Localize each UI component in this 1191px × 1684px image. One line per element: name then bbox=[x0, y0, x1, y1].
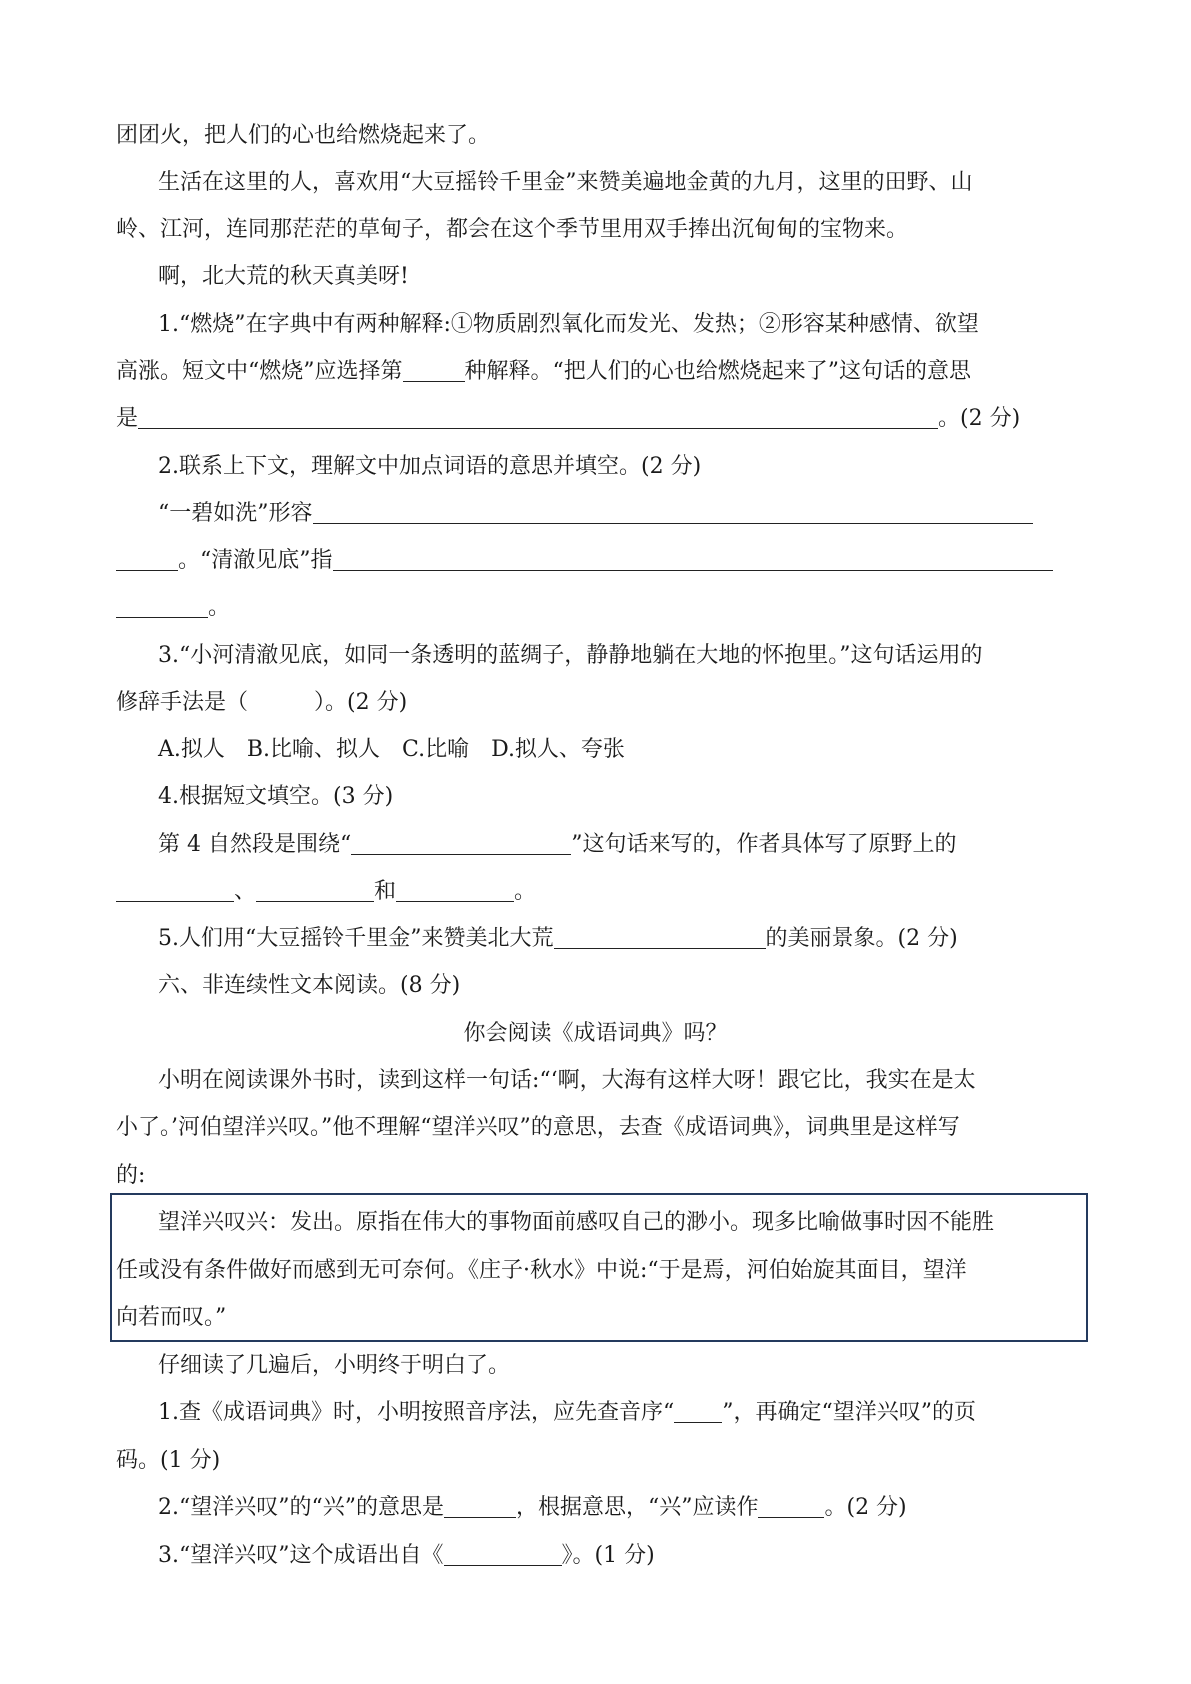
passage-line: 生活在这里的人，喜欢用“大豆摇铃千里金”来赞美遍地金黄的九月，这里的田野、山 bbox=[158, 170, 973, 195]
dictionary-entry-line: 望洋兴叹兴：发出。原指在伟大的事物面前感叹自己的渺小。现多比喻做事时因不能胜 bbox=[158, 1210, 995, 1235]
question-5-text bbox=[158, 924, 958, 954]
question-3-options: A.拟人 B.比喻、拟人 C.比喻 D.拟人、夸张 bbox=[158, 737, 625, 762]
answer-blank[interactable] bbox=[138, 406, 938, 429]
text: 种解释。“把人们的心也给燃烧起来了”这句话的意思 bbox=[464, 359, 971, 384]
answer-blank[interactable] bbox=[674, 1400, 722, 1423]
answer-blank[interactable] bbox=[554, 926, 766, 949]
question-2-text bbox=[116, 546, 1053, 576]
answer-blank[interactable] bbox=[116, 548, 178, 571]
dictionary-entry-line: 向若而叹。” bbox=[116, 1305, 227, 1330]
answer-blank[interactable] bbox=[116, 595, 208, 618]
question-4-text bbox=[116, 877, 536, 907]
passage-line: 团团火，把人们的心也给燃烧起来了。 bbox=[116, 123, 491, 148]
text: ”，再确定“望洋兴叹”的页 bbox=[722, 1400, 976, 1425]
question-1-text bbox=[158, 1398, 976, 1428]
answer-blank[interactable] bbox=[444, 1495, 516, 1518]
article-line: 小了。’河伯望洋兴叹。”他不理解“望洋兴叹”的意思，去查《成语词典》，词典里是这样写 bbox=[116, 1115, 960, 1140]
text: “一碧如洗”形容 bbox=[158, 501, 313, 526]
article-title: 你会阅读《成语词典》吗？ bbox=[463, 1021, 728, 1046]
text: 3.“望洋兴叹”这个成语出自《 bbox=[158, 1543, 444, 1568]
article-line: 的: bbox=[116, 1163, 146, 1188]
answer-blank[interactable] bbox=[313, 501, 1033, 524]
question-2-text: 2.联系上下文，理解文中加点词语的意思并填空。(2 分) bbox=[158, 454, 702, 479]
question-2-text bbox=[158, 1493, 907, 1523]
question-1-text bbox=[116, 404, 1020, 434]
question-2-text bbox=[158, 499, 1033, 529]
article-line: 仔细读了几遍后，小明终于明白了。 bbox=[158, 1353, 511, 1378]
answer-blank[interactable] bbox=[403, 359, 465, 382]
text: 。(2 分) bbox=[824, 1495, 907, 1520]
question-3-text: 修辞手法是（ ）。(2 分) bbox=[116, 690, 408, 715]
text: 5.人们用“大豆摇铃千里金”来赞美北大荒 bbox=[158, 926, 554, 951]
text: 是 bbox=[116, 406, 139, 431]
text: 。 bbox=[514, 879, 537, 904]
question-1-text bbox=[116, 357, 971, 387]
question-1-text: 1.“燃烧”在字典中有两种解释:①物质剧烈氧化而发光、发热；②形容某种感情、欲望 bbox=[158, 312, 979, 337]
answer-blank[interactable] bbox=[351, 832, 571, 855]
question-4-text bbox=[158, 830, 956, 860]
question-1-text: 码。(1 分) bbox=[116, 1448, 221, 1473]
text: 和 bbox=[374, 879, 397, 904]
question-3-text: 3.“小河清澈见底，如同一条透明的蓝绸子，静静地躺在大地的怀抱里。”这句话运用的 bbox=[158, 643, 983, 668]
passage-line: 岭、江河，连同那茫茫的草甸子，都会在这个季节里用双手捧出沉甸甸的宝物来。 bbox=[116, 217, 909, 242]
question-2-text bbox=[116, 593, 230, 623]
text: 。 bbox=[208, 595, 231, 620]
section-heading: 六、非连续性文本阅读。(8 分) bbox=[158, 973, 461, 998]
answer-blank[interactable] bbox=[444, 1543, 562, 1566]
text: 的美丽景象。(2 分) bbox=[765, 926, 958, 951]
question-3-text bbox=[158, 1541, 655, 1571]
answer-blank[interactable] bbox=[333, 548, 1053, 571]
text: 。“清澈见底”指 bbox=[178, 548, 333, 573]
text: 。(2 分) bbox=[938, 406, 1021, 431]
text: 1.查《成语词典》时，小明按照音序法，应先查音序“ bbox=[158, 1400, 675, 1425]
text: 第 4 自然段是围绕“ bbox=[158, 832, 352, 857]
text: ”这句话来写的，作者具体写了原野上的 bbox=[571, 832, 957, 857]
answer-blank[interactable] bbox=[116, 879, 234, 902]
text: 高涨。短文中“燃烧”应选择第 bbox=[116, 359, 403, 384]
text: ，根据意思，“兴”应读作 bbox=[515, 1495, 759, 1520]
text: 2.“望洋兴叹”的“兴”的意思是 bbox=[158, 1495, 444, 1520]
answer-blank[interactable] bbox=[256, 879, 374, 902]
answer-blank[interactable] bbox=[396, 879, 514, 902]
answer-blank[interactable] bbox=[758, 1495, 824, 1518]
text: 、 bbox=[234, 879, 257, 904]
question-4-text: 4.根据短文填空。(3 分) bbox=[158, 784, 394, 809]
dictionary-entry-line: 任或没有条件做好而感到无可奈何。《庄子·秋水》中说:“于是焉，河伯始旋其面目，望洋 bbox=[116, 1258, 967, 1283]
passage-line: 啊，北大荒的秋天真美呀! bbox=[158, 264, 409, 289]
text: 》。(1 分) bbox=[561, 1543, 655, 1568]
article-line: 小明在阅读课外书时，读到这样一句话:“‘啊，大海有这样大呀！跟它比，我实在是太 bbox=[158, 1068, 976, 1093]
